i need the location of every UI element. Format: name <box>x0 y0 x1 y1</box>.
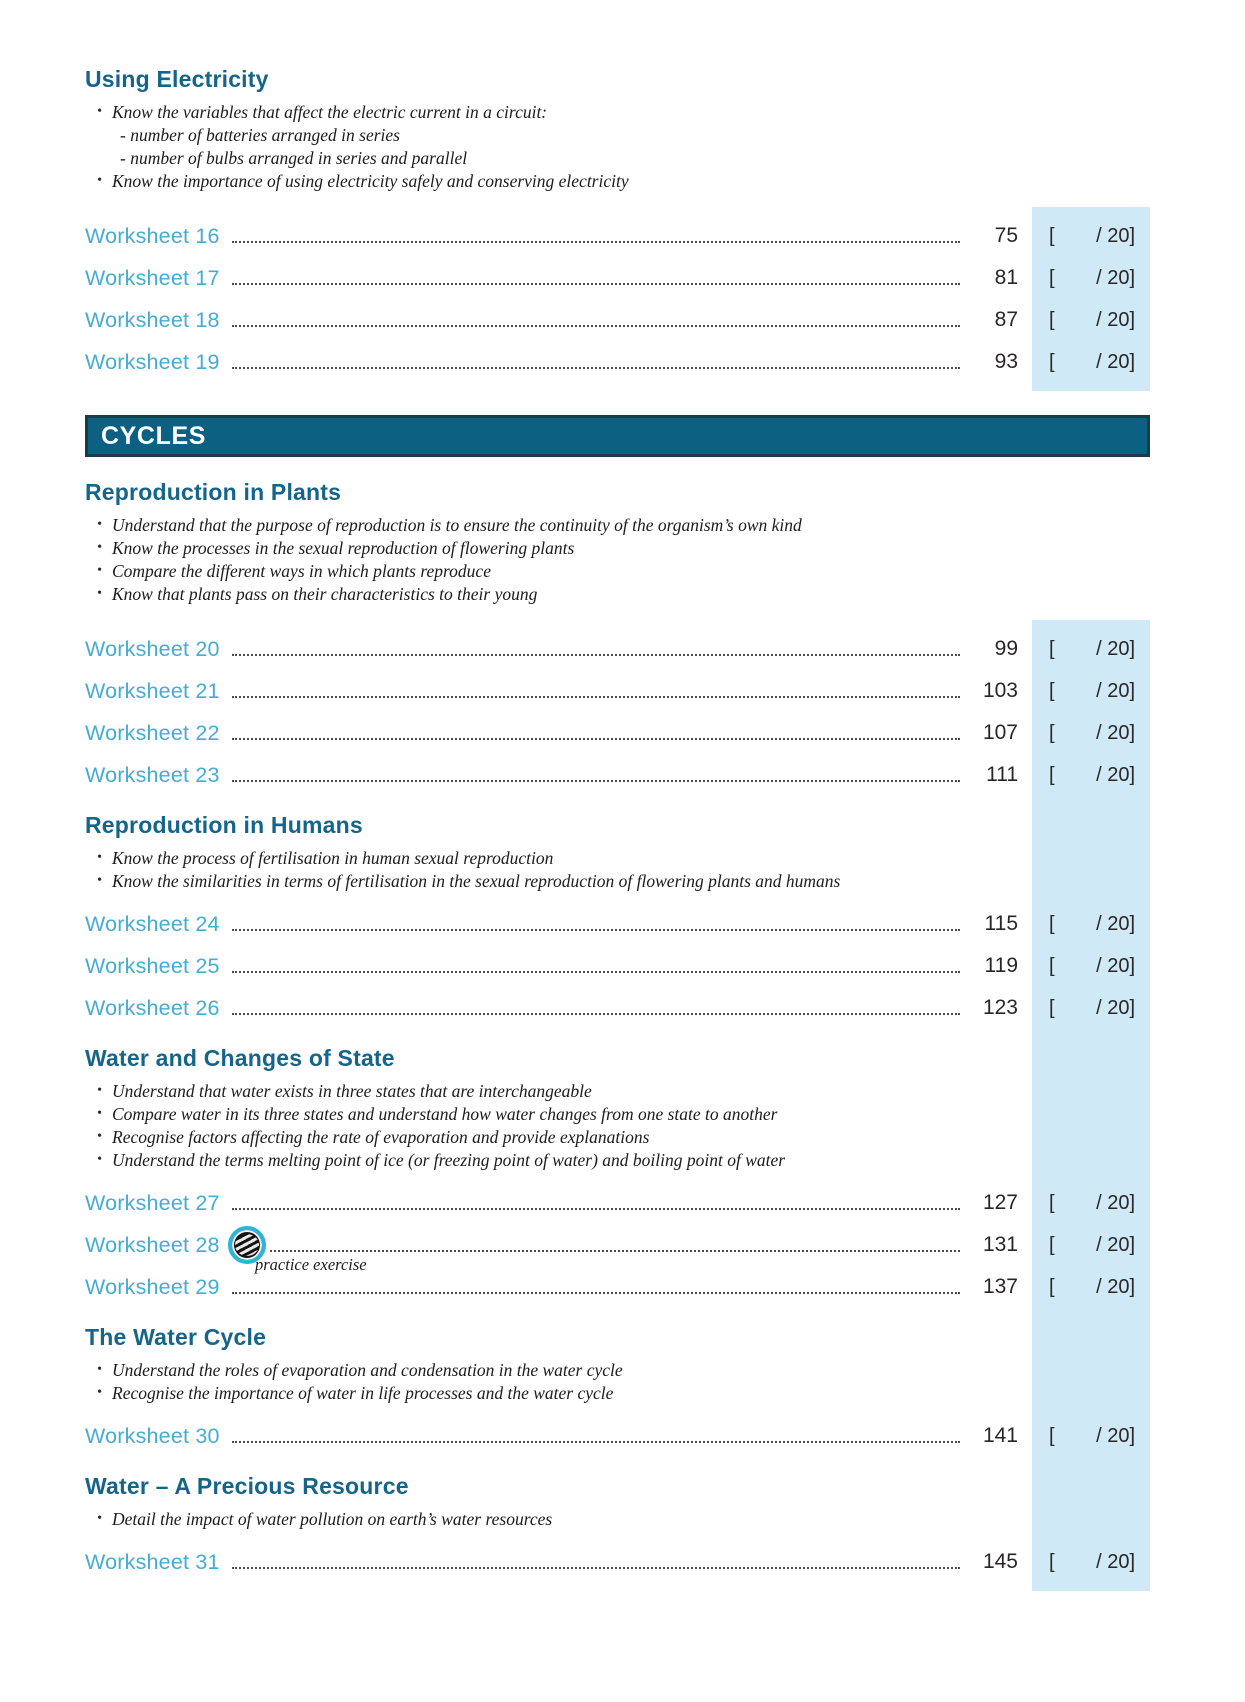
objective-text: Know the processes in the sexual reproduction of flowering plants <box>112 538 575 558</box>
dotted-leader <box>232 367 960 369</box>
dotted-leader <box>232 696 960 698</box>
page-number: 93 <box>994 350 1018 373</box>
worksheet-label: Worksheet 16 <box>85 223 220 248</box>
objective-text: Recognise factors affecting the rate of evaporation and provide explanations <box>112 1127 650 1147</box>
table-row <box>85 1224 1150 1274</box>
page-number: 107 <box>982 721 1018 744</box>
score-box <box>1032 225 1150 248</box>
dotted-leader <box>232 1567 960 1569</box>
objective <box>95 537 995 560</box>
page-number: 75 <box>994 224 1018 247</box>
objective <box>95 1080 995 1103</box>
section-heading-water-and-changes-of-state: Water and Changes of State <box>85 1045 395 1071</box>
dotted-leader <box>232 1292 960 1294</box>
section-heading-reproduction-in-humans: Reproduction in Humans <box>85 812 363 838</box>
objective <box>95 1126 995 1149</box>
score-total: / 20] <box>1096 954 1135 977</box>
objective-text: Detail the impact of water pollution on earth’s water resources <box>112 1509 553 1529</box>
worksheet-label: Worksheet 31 <box>85 1549 220 1574</box>
worksheet-label: Worksheet 19 <box>85 349 220 374</box>
objective <box>95 514 995 537</box>
objective-text: Know that plants pass on their characteristics to their young <box>112 584 538 604</box>
page-number: 131 <box>982 1233 1018 1256</box>
objective <box>95 1103 995 1126</box>
dotted-leader <box>232 1013 960 1015</box>
score-open-bracket: [ <box>1049 721 1055 744</box>
table-row <box>85 1266 1150 1308</box>
score-box <box>1032 1551 1150 1574</box>
score-box <box>1032 1192 1150 1215</box>
score-total: / 20] <box>1096 996 1135 1019</box>
page-number: 123 <box>982 996 1018 1019</box>
objective-text: Understand that water exists in three states that are interchangeable <box>112 1081 592 1101</box>
objective <box>95 870 995 893</box>
score-open-bracket: [ <box>1049 637 1055 660</box>
practice-exercise-label: practice exercise <box>255 1255 367 1274</box>
objective-text: Compare the different ways in which plants reproduce <box>112 561 491 581</box>
objective <box>95 560 995 583</box>
page-number: 119 <box>984 954 1018 977</box>
objective <box>95 101 995 170</box>
score-box <box>1032 955 1150 978</box>
dotted-leader <box>232 1208 960 1210</box>
table-row <box>85 987 1150 1029</box>
objectives-list <box>95 514 995 606</box>
worksheet-label: Worksheet 25 <box>85 953 220 978</box>
page-number: 99 <box>994 637 1018 660</box>
objective-text: Know the variables that affect the electric current in a circuit: <box>112 102 548 122</box>
score-open-bracket: [ <box>1049 266 1055 289</box>
dotted-leader <box>232 654 960 656</box>
worksheet-label: Worksheet 27 <box>85 1190 220 1215</box>
score-open-bracket: [ <box>1049 308 1055 331</box>
score-total: / 20] <box>1096 266 1135 289</box>
worksheet-group <box>85 620 1150 1591</box>
objective <box>95 847 995 870</box>
score-open-bracket: [ <box>1049 912 1055 935</box>
score-total: / 20] <box>1096 1275 1135 1298</box>
section-heading-using-electricity: Using Electricity <box>85 66 269 92</box>
score-total: / 20] <box>1096 637 1135 660</box>
score-box <box>1032 764 1150 787</box>
objective-text: Understand the terms melting point of ice (or freezing point of water) and boiling point of water <box>112 1150 786 1170</box>
score-open-bracket: [ <box>1049 1191 1055 1214</box>
score-box <box>1032 309 1150 332</box>
objectives-list <box>95 1508 995 1531</box>
objective <box>95 1382 995 1405</box>
score-total: / 20] <box>1096 1191 1135 1214</box>
objective-text: Understand the roles of evaporation and condensation in the water cycle <box>112 1360 623 1380</box>
score-total: / 20] <box>1096 308 1135 331</box>
worksheet-label: Worksheet 20 <box>85 636 220 661</box>
objective-subitem: - number of bulbs arranged in series and parallel <box>120 148 468 168</box>
section-heading-the-water-cycle: The Water Cycle <box>85 1324 267 1350</box>
worksheet-label: Worksheet 29 <box>85 1274 220 1299</box>
table-row <box>85 299 1150 341</box>
dotted-leader <box>232 738 960 740</box>
worksheet-label: Worksheet 18 <box>85 307 220 332</box>
worksheet-label: Worksheet 21 <box>85 678 220 703</box>
dotted-leader <box>232 971 960 973</box>
score-box <box>1032 1276 1150 1299</box>
objectives-list <box>95 847 995 893</box>
table-row <box>85 670 1150 712</box>
objective-text: Recognise the importance of water in life processes and the water cycle <box>112 1383 614 1403</box>
dotted-leader <box>232 325 960 327</box>
worksheet-label: Worksheet 23 <box>85 762 220 787</box>
table-row <box>85 257 1150 299</box>
score-total: / 20] <box>1096 912 1135 935</box>
table-row <box>85 1182 1150 1224</box>
table-row <box>85 945 1150 987</box>
worksheet-label: Worksheet 26 <box>85 995 220 1020</box>
score-open-bracket: [ <box>1049 1275 1055 1298</box>
table-row <box>85 1541 1150 1583</box>
page-number: 137 <box>982 1275 1018 1298</box>
page-number: 127 <box>982 1191 1018 1214</box>
score-total: / 20] <box>1096 721 1135 744</box>
objective-subitem: - number of batteries arranged in series <box>120 125 400 145</box>
practice-exercise-icon-glyph <box>235 1234 259 1256</box>
score-box <box>1032 638 1150 661</box>
dotted-leader <box>232 283 960 285</box>
score-box <box>1032 722 1150 745</box>
objective <box>95 583 995 606</box>
objective <box>95 1508 995 1531</box>
objectives-list <box>95 101 995 193</box>
objective-text: Understand that the purpose of reproduction is to ensure the continuity of the organism’s own kind <box>112 515 802 535</box>
score-open-bracket: [ <box>1049 679 1055 702</box>
section-banner-cycles <box>85 415 1150 457</box>
section-heading-water-a-precious-resource: Water – A Precious Resource <box>85 1473 409 1499</box>
page-number: 81 <box>994 266 1018 289</box>
score-total: / 20] <box>1096 224 1135 247</box>
objective <box>95 1359 995 1382</box>
score-open-bracket: [ <box>1049 954 1055 977</box>
objective-text: Compare water in its three states and understand how water changes from one state to another <box>112 1104 778 1124</box>
worksheet-label: Worksheet 24 <box>85 911 220 936</box>
score-open-bracket: [ <box>1049 996 1055 1019</box>
page-number: 87 <box>994 308 1018 331</box>
table-row <box>85 903 1150 945</box>
score-open-bracket: [ <box>1049 1233 1055 1256</box>
objective <box>95 1149 995 1172</box>
page-number: 103 <box>982 679 1018 702</box>
score-total: / 20] <box>1096 1550 1135 1573</box>
dotted-leader <box>232 780 960 782</box>
score-open-bracket: [ <box>1049 1424 1055 1447</box>
worksheet-label: Worksheet 28 <box>85 1232 220 1257</box>
score-box <box>1032 997 1150 1020</box>
dotted-leader <box>232 1441 960 1443</box>
score-total: / 20] <box>1096 763 1135 786</box>
dotted-leader <box>232 241 960 243</box>
score-open-bracket: [ <box>1049 224 1055 247</box>
score-box <box>1032 680 1150 703</box>
score-open-bracket: [ <box>1049 763 1055 786</box>
dotted-leader <box>232 929 960 931</box>
worksheet-group <box>85 207 1150 391</box>
page-number: 141 <box>982 1424 1018 1447</box>
score-total: / 20] <box>1096 1424 1135 1447</box>
table-row <box>85 1415 1150 1457</box>
score-total: / 20] <box>1096 1233 1135 1256</box>
score-open-bracket: [ <box>1049 1550 1055 1573</box>
objective <box>95 170 995 193</box>
score-box <box>1032 1425 1150 1448</box>
worksheet-label: Worksheet 17 <box>85 265 220 290</box>
banner-label: CYCLES <box>101 421 207 450</box>
objective-text: Know the similarities in terms of fertilisation in the sexual reproduction of flowering plants and humans <box>112 871 841 891</box>
table-row <box>85 215 1150 257</box>
score-box <box>1032 1234 1150 1257</box>
objective-text: Know the process of fertilisation in human sexual reproduction <box>112 848 554 868</box>
section-heading-reproduction-in-plants: Reproduction in Plants <box>85 479 342 505</box>
score-box <box>1032 267 1150 290</box>
objectives-list <box>95 1080 995 1172</box>
page-number: 111 <box>986 763 1018 786</box>
score-open-bracket: [ <box>1049 350 1055 373</box>
objectives-list <box>95 1359 995 1405</box>
table-row <box>85 754 1150 796</box>
table-row <box>85 628 1150 670</box>
score-box <box>1032 351 1150 374</box>
table-row <box>85 712 1150 754</box>
dotted-leader <box>270 1250 960 1252</box>
score-total: / 20] <box>1096 350 1135 373</box>
worksheet-label: Worksheet 22 <box>85 720 220 745</box>
table-row <box>85 341 1150 383</box>
page-number: 115 <box>984 912 1018 935</box>
score-box <box>1032 913 1150 936</box>
worksheet-label: Worksheet 30 <box>85 1423 220 1448</box>
objective-text: Know the importance of using electricity safely and conserving electricity <box>112 171 629 191</box>
page-number: 145 <box>982 1550 1018 1573</box>
score-total: / 20] <box>1096 679 1135 702</box>
